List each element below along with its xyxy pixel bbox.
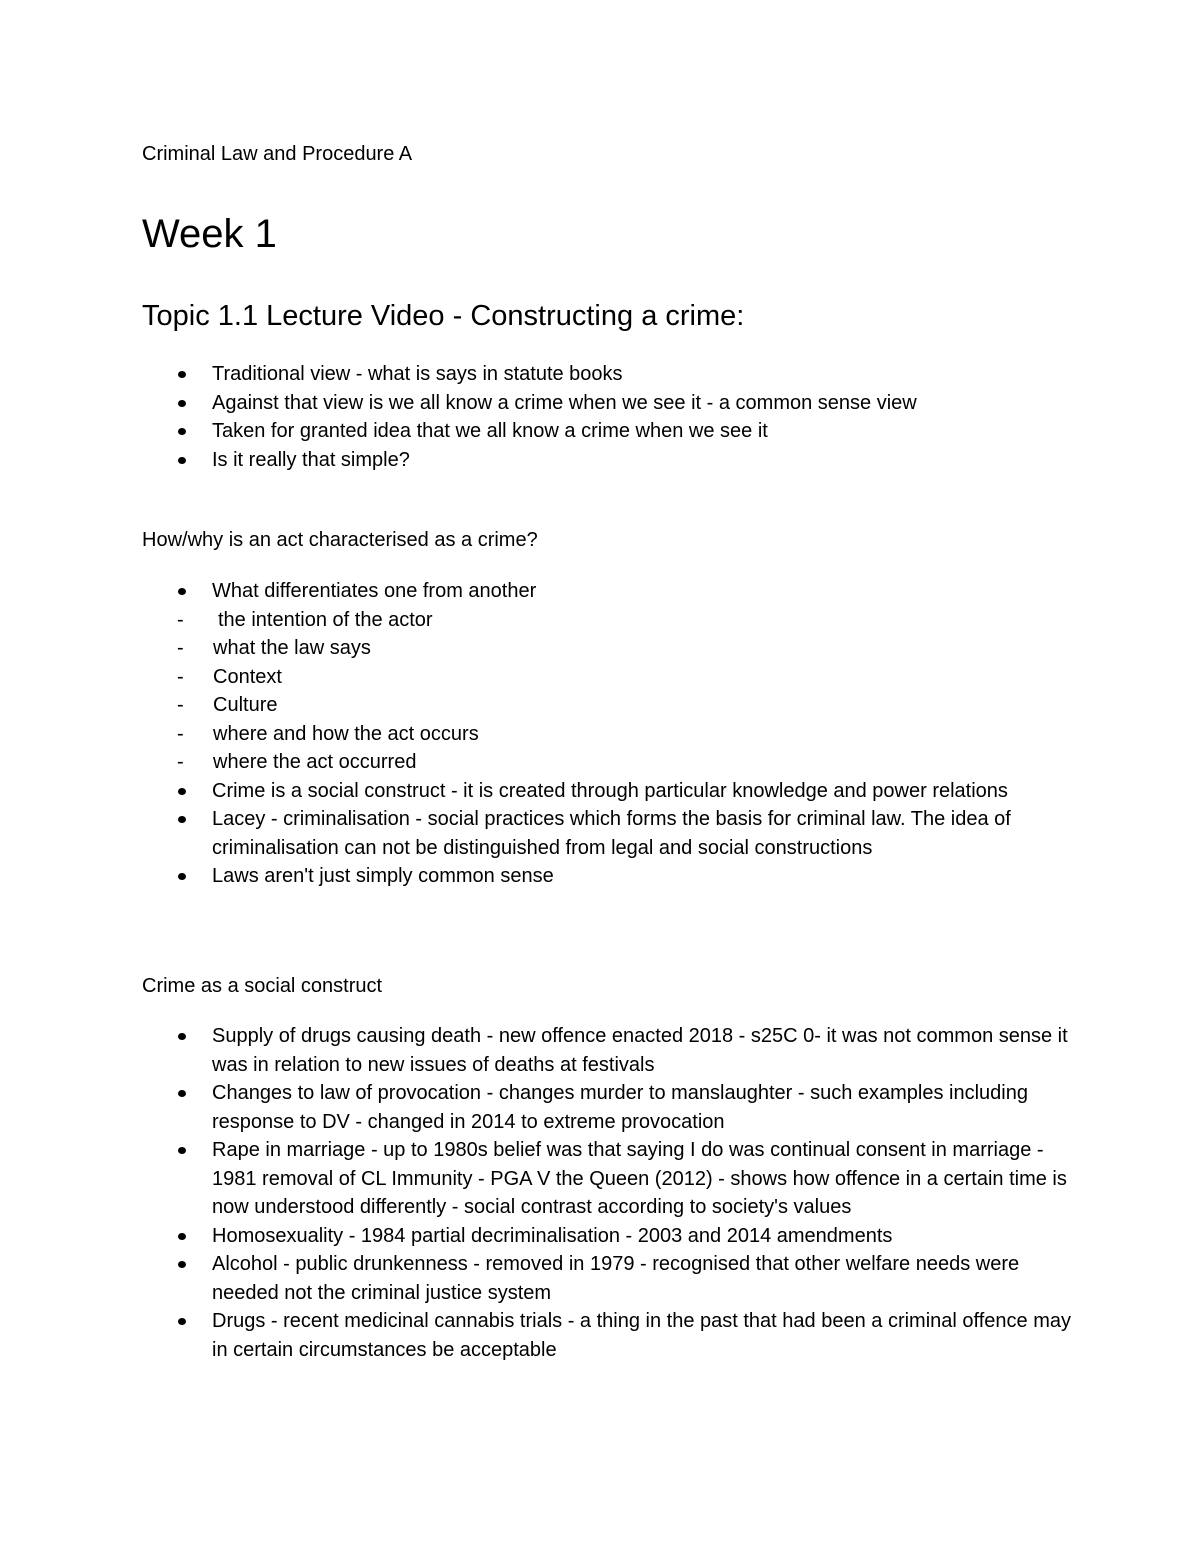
bullet-icon xyxy=(178,1233,186,1240)
list-item-text: Crime is a social construct - it is created through particular knowledge and power relations xyxy=(212,779,1008,802)
bullet-icon xyxy=(178,428,186,435)
list-item xyxy=(142,777,1072,806)
sub-list-item xyxy=(142,748,1072,777)
section2-heading: How/why is an act characterised as a crime? xyxy=(142,529,538,551)
document-subtitle: Criminal Law and Procedure A xyxy=(142,143,413,165)
list-item xyxy=(142,805,1072,862)
section3-heading: Crime as a social construct xyxy=(142,975,383,997)
list-item-text: Lacey - criminalisation - social practices which forms the basis for criminal law. The idea of criminalisation can not be distinguished from legal and social constructions xyxy=(212,808,1011,859)
sub-list-item-text: where and how the act occurs xyxy=(213,722,479,745)
sub-list-item-text: Context xyxy=(213,665,282,688)
list-item xyxy=(142,1307,1072,1364)
list-item xyxy=(142,389,1072,418)
sub-list xyxy=(142,606,1072,777)
bullet-icon xyxy=(178,816,186,823)
sub-list-item xyxy=(142,663,1072,692)
list-item xyxy=(142,862,1072,891)
list-item-text: Taken for granted idea that we all know a crime when we see it xyxy=(212,420,768,442)
list-item-text: Rape in marriage - up to 1980s belief was that saying I do was continual consent in marriage - 1981 removal of CL Immunity - PGA V the Queen (2012) - shows how offence in a certain time is now understood differently - social contrast according to society's values xyxy=(212,1139,1067,1218)
list-item-text: Is it really that simple? xyxy=(212,448,410,471)
bullet-icon xyxy=(178,1090,186,1097)
list-item-text: Against that view is we all know a crime when we see it - a common sense view xyxy=(212,391,917,414)
dash-marker: - xyxy=(177,694,184,716)
sub-list-item xyxy=(142,634,1072,663)
bullet-icon xyxy=(178,457,186,464)
bullet-icon xyxy=(178,371,186,378)
bullet-icon xyxy=(178,1261,186,1268)
sub-list-item-text: where the act occurred xyxy=(213,751,417,773)
section3-bullet-list xyxy=(142,1022,1072,1364)
list-item xyxy=(142,577,1072,777)
sub-list-item xyxy=(142,606,1072,635)
topic-heading: Topic 1.1 Lecture Video - Constructing a crime: xyxy=(142,300,745,332)
sub-list-item-text: the intention of the actor xyxy=(218,608,433,631)
bullet-icon xyxy=(178,788,186,795)
document-title: Week 1 xyxy=(142,212,277,256)
bullet-icon xyxy=(178,400,186,407)
list-item xyxy=(142,1022,1072,1079)
dash-marker: - xyxy=(177,722,184,745)
section2-bullet-list xyxy=(142,577,1072,891)
sub-list-item-text: what the law says xyxy=(213,637,371,659)
bullet-icon xyxy=(178,873,186,880)
list-item-text: What differentiates one from another xyxy=(212,580,537,602)
list-item-text: Supply of drugs causing death - new offence enacted 2018 - s25C 0- it was not common sense it was in relation to new issues of deaths at festivals xyxy=(212,1025,1068,1076)
list-item xyxy=(142,446,1072,475)
sub-list-item xyxy=(142,691,1072,720)
bullet-icon xyxy=(178,1318,186,1325)
list-item xyxy=(142,1250,1072,1307)
list-item xyxy=(142,360,1072,389)
list-item xyxy=(142,1136,1072,1222)
list-item xyxy=(142,1222,1072,1251)
dash-marker: - xyxy=(177,665,184,688)
list-item xyxy=(142,1079,1072,1136)
sub-list-item xyxy=(142,720,1072,749)
list-item-text: Laws aren't just simply common sense xyxy=(212,865,554,887)
section1-bullet-list xyxy=(142,360,1072,474)
sub-list-item-text: Culture xyxy=(213,694,278,716)
list-item-text: Alcohol - public drunkenness - removed in 1979 - recognised that other welfare needs were needed not the criminal justice system xyxy=(212,1253,1020,1304)
list-item xyxy=(142,417,1072,446)
list-item-text: Homosexuality - 1984 partial decriminalisation - 2003 and 2014 amendments xyxy=(212,1224,893,1247)
dash-marker: - xyxy=(177,637,184,659)
dash-marker: - xyxy=(177,608,184,631)
bullet-icon xyxy=(178,588,186,595)
list-item-text: Traditional view - what is says in statute books xyxy=(212,363,623,385)
list-item-text: Changes to law of provocation - changes murder to manslaughter - such examples including response to DV - changed in 2014 to extreme provocation xyxy=(212,1082,1028,1133)
dash-marker: - xyxy=(177,751,184,773)
list-item-text: Drugs - recent medicinal cannabis trials - a thing in the past that had been a criminal offence may in certain circumstances be acceptable xyxy=(212,1310,1071,1361)
bullet-icon xyxy=(178,1147,186,1154)
bullet-icon xyxy=(178,1033,186,1040)
